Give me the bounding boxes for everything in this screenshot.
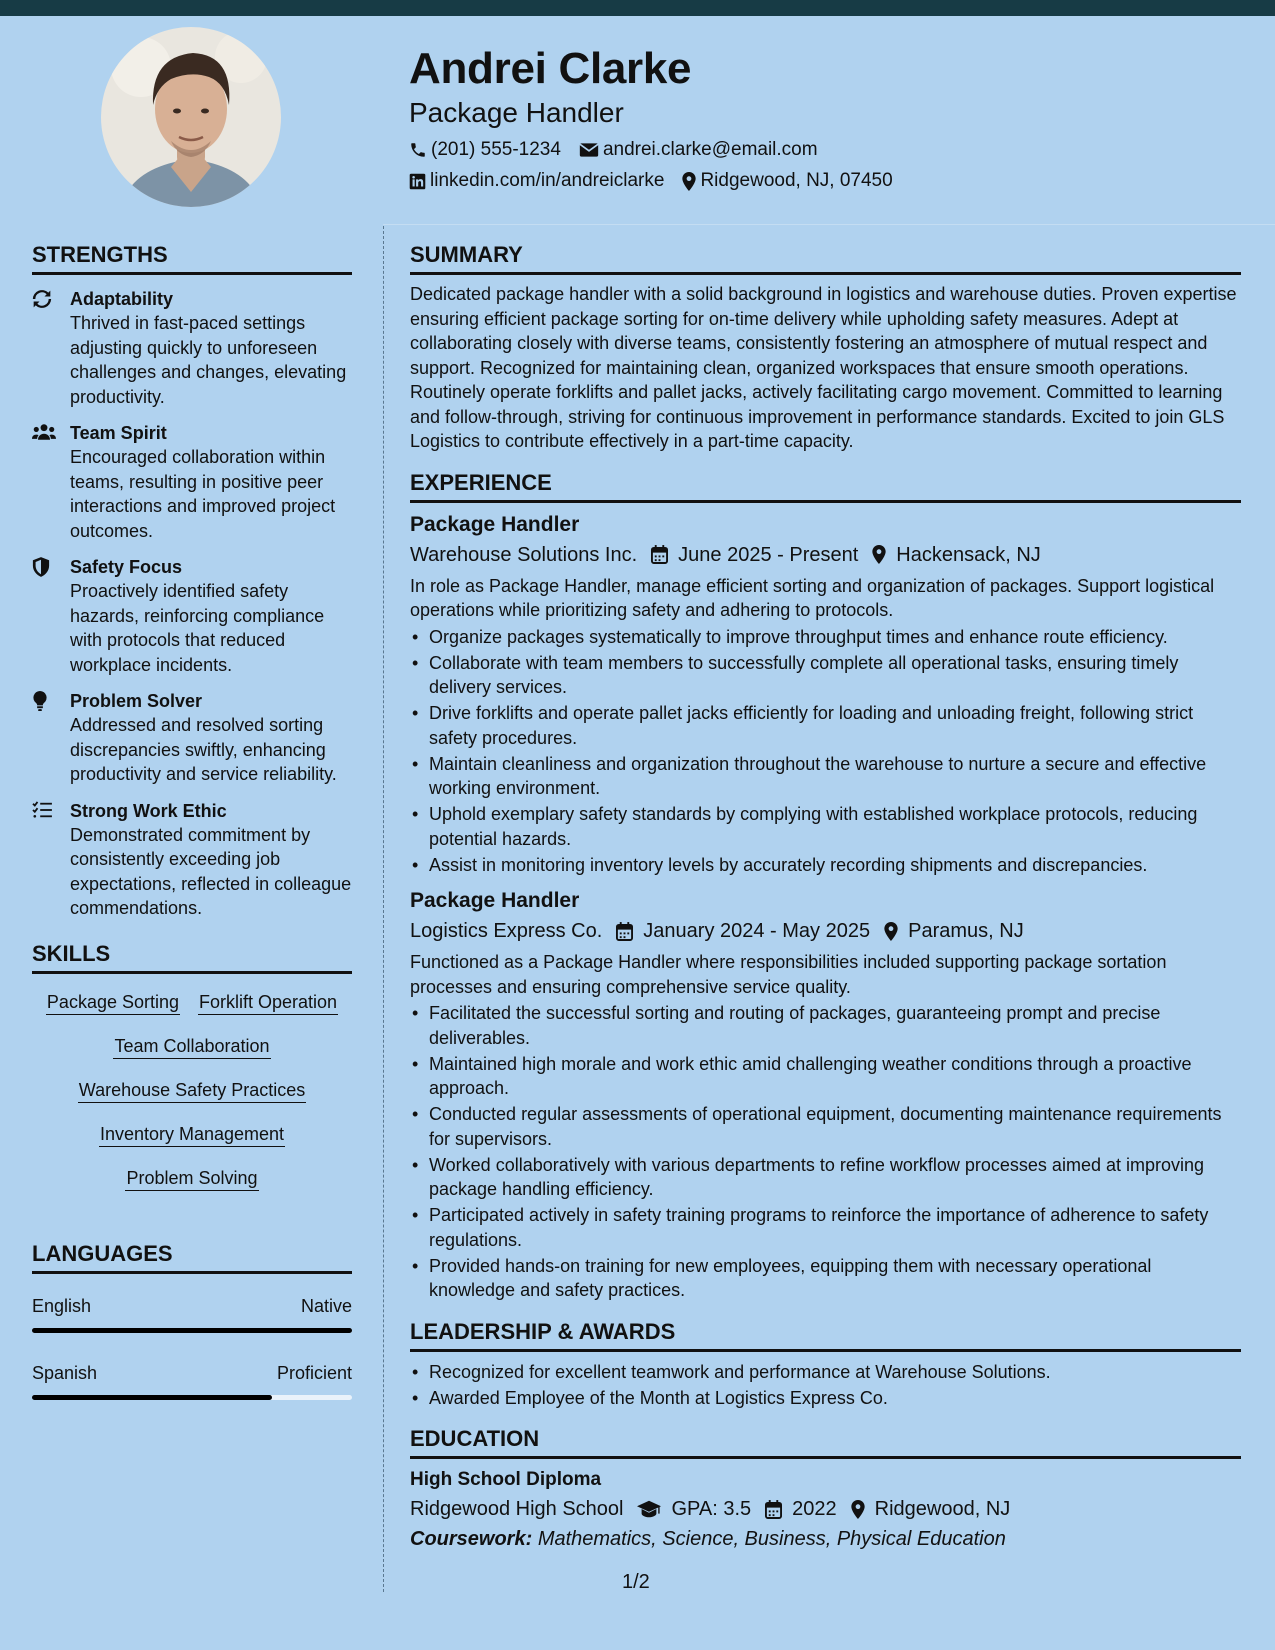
profile-photo bbox=[101, 27, 281, 207]
list-check-icon bbox=[32, 801, 52, 819]
job-entry bbox=[410, 511, 1241, 878]
job-meta bbox=[410, 541, 1241, 569]
skills-list bbox=[32, 982, 352, 1202]
phone-icon bbox=[409, 141, 427, 159]
email-address[interactable]: andrei.clarke@email.com bbox=[602, 139, 818, 160]
job-title: Package Handler bbox=[410, 889, 580, 912]
language-bar-fill bbox=[32, 1395, 272, 1400]
candidate-name: Andrei Clarke bbox=[409, 44, 692, 93]
skill-tag: Warehouse Safety Practices bbox=[78, 1078, 306, 1103]
language-name: Spanish bbox=[32, 1362, 98, 1383]
strength-item bbox=[32, 287, 352, 409]
job-bullet: • Participated actively in safety training programs to reinforce the importance of adherence to safety regulations. bbox=[410, 1203, 1241, 1252]
job-desc: In role as Package Handler, manage efficient sorting and organization of packages. Support logistical operations while prioritizing safety and adhering to protocols. bbox=[410, 575, 1215, 620]
languages-heading: LANGUAGES bbox=[32, 1237, 352, 1274]
right-column bbox=[410, 238, 1241, 1553]
skills-heading: SKILLS bbox=[32, 937, 352, 974]
contact-row-1 bbox=[409, 139, 1249, 161]
strength-title: Problem Solver bbox=[70, 691, 203, 711]
job-bullet: • Drive forklifts and operate pallet jacks efficiently for loading and unloading freight, following strict safety procedures. bbox=[410, 701, 1241, 750]
strength-desc: Encouraged collaboration within teams, resulting in positive peer interactions and improved project outcomes. bbox=[70, 447, 336, 541]
gpa: GPA: 3.5 bbox=[671, 1498, 752, 1520]
award-item: • Recognized for excellent teamwork and performance at Warehouse Solutions. bbox=[410, 1360, 1241, 1385]
education-heading: EDUCATION bbox=[410, 1422, 1241, 1459]
leadership-heading: LEADERSHIP & AWARDS bbox=[410, 1315, 1241, 1352]
location-text: Ridgewood, NJ, 07450 bbox=[700, 170, 893, 191]
job-desc: Functioned as a Package Handler where responsibilities included supporting package sortation processes and ensuring comprehensive service quality. bbox=[410, 952, 1167, 997]
language-bar bbox=[32, 1395, 352, 1400]
shield-icon bbox=[32, 557, 50, 577]
lightbulb-icon bbox=[32, 691, 48, 712]
summary-heading: SUMMARY bbox=[410, 238, 1241, 275]
job-bullet: • Collaborate with team members to successfully complete all operational tasks, ensuring timely delivery services. bbox=[410, 651, 1241, 700]
refresh-icon bbox=[32, 289, 52, 309]
strength-desc: Addressed and resolved sorting discrepancies swiftly, enhancing productivity and service reliability. bbox=[70, 715, 337, 784]
strength-item bbox=[32, 555, 352, 677]
job-bullet: • Facilitated the successful sorting and routing of packages, guaranteeing prompt and precise deliverables. bbox=[410, 1001, 1241, 1050]
users-icon bbox=[32, 423, 56, 441]
calendar-icon bbox=[765, 1500, 782, 1519]
contact-row-2 bbox=[409, 170, 1249, 192]
coursework-list: Mathematics, Science, Business, Physical Education bbox=[537, 1528, 1006, 1550]
job-bullet: • Provided hands-on training for new employees, equipping them with necessary operational knowledge and safety practices. bbox=[410, 1254, 1241, 1303]
language-level: Proficient bbox=[276, 1362, 352, 1383]
language-item bbox=[32, 1294, 352, 1333]
resume-header bbox=[409, 42, 1249, 192]
job-bullet: • Uphold exemplary safety standards by complying with established workplace protocols, reducing potential hazards. bbox=[410, 802, 1241, 851]
job-bullet: • Assist in monitoring inventory levels by accurately recording shipments and discrepancies. bbox=[410, 853, 1241, 878]
strength-title: Team Spirit bbox=[70, 423, 167, 443]
job-dates: June 2025 - Present bbox=[678, 543, 859, 566]
strength-title: Safety Focus bbox=[70, 557, 183, 577]
job-bullet: • Conducted regular assessments of operational equipment, documenting maintenance requirements for supervisors. bbox=[410, 1102, 1241, 1151]
job-bullet: • Organize packages systematically to improve throughput times and enhance route efficiency. bbox=[410, 625, 1241, 650]
skill-tag: Package Sorting bbox=[46, 990, 180, 1015]
calendar-icon bbox=[616, 922, 633, 941]
email-contact[interactable] bbox=[579, 139, 818, 161]
strength-item bbox=[32, 689, 352, 787]
strengths-heading: STRENGTHS bbox=[32, 238, 352, 275]
location-contact bbox=[682, 170, 892, 192]
strength-title: Adaptability bbox=[70, 289, 174, 309]
job-company: Warehouse Solutions Inc. bbox=[410, 543, 638, 566]
job-company: Logistics Express Co. bbox=[410, 920, 603, 942]
left-column bbox=[32, 238, 352, 1400]
degree-title: High School Diploma bbox=[410, 1469, 602, 1490]
skill-tag: Forklift Operation bbox=[198, 990, 338, 1015]
language-bar-fill bbox=[32, 1328, 352, 1333]
job-bullets bbox=[410, 1001, 1241, 1303]
envelope-icon bbox=[579, 142, 599, 158]
strength-item bbox=[32, 799, 352, 921]
job-entry bbox=[410, 887, 1241, 1303]
skill-tag: Team Collaboration bbox=[113, 1034, 270, 1059]
strength-title: Strong Work Ethic bbox=[70, 800, 227, 821]
language-item bbox=[32, 1361, 352, 1400]
job-title: Package Handler bbox=[410, 512, 580, 536]
school-location: Ridgewood, NJ bbox=[874, 1498, 1011, 1520]
map-pin-icon bbox=[682, 172, 696, 191]
strength-desc: Thrived in fast-paced settings adjusting quickly to unforeseen challenges and changes, elevating productivity. bbox=[70, 313, 347, 407]
job-dates: January 2024 - May 2025 bbox=[643, 920, 871, 942]
linkedin-url[interactable]: linkedin.com/in/andreiclarke bbox=[430, 170, 665, 191]
strength-item bbox=[32, 421, 352, 543]
job-bullet: • Maintain cleanliness and organization throughout the warehouse to nurture a secure and effective working environment. bbox=[410, 752, 1241, 801]
language-bar bbox=[32, 1328, 352, 1333]
language-level: Native bbox=[300, 1295, 352, 1316]
linkedin-icon bbox=[409, 173, 426, 190]
experience-heading: EXPERIENCE bbox=[410, 466, 1241, 503]
job-location: Paramus, NJ bbox=[908, 920, 1024, 942]
header-divider bbox=[383, 224, 1275, 225]
map-pin-icon bbox=[851, 1500, 865, 1519]
calendar-icon bbox=[651, 545, 668, 564]
candidate-role: Package Handler bbox=[409, 97, 624, 128]
job-meta bbox=[410, 917, 1241, 945]
top-bar bbox=[0, 0, 1275, 16]
map-pin-icon bbox=[872, 545, 886, 564]
award-item: • Awarded Employee of the Month at Logistics Express Co. bbox=[410, 1386, 1241, 1411]
education-meta bbox=[410, 1495, 1241, 1523]
strength-desc: Demonstrated commitment by consistently exceeding job expectations, reflected in colleague commendations. bbox=[70, 824, 352, 918]
school-name: Ridgewood High School bbox=[410, 1498, 624, 1520]
coursework-label: Coursework: bbox=[410, 1528, 533, 1550]
summary-text: Dedicated package handler with a solid background in logistics and warehouse duties. Proven expertise ensuring efficient package sorting for on-time delivery while upholding safety measures. Adept at collaborating closely with diverse teams, consistently fostering an atmosphere of mutual respect and support. Recognized for maintaining clean, organized workspaces that ensure smooth operations. Routinely operate forklifts and pallet jacks, actively facilitating cargo movement. Committed to learning and follow-through, striving for continuous improvement in performance standards. Excited to join GLS Logistics to contribute effectively in a part-time capacity. bbox=[410, 284, 1237, 451]
skill-tag: Problem Solving bbox=[125, 1166, 258, 1191]
leadership-list bbox=[410, 1360, 1241, 1411]
job-location: Hackensack, NJ bbox=[896, 543, 1041, 566]
column-divider bbox=[383, 226, 384, 1592]
phone-number: (201) 555-1234 bbox=[431, 139, 561, 160]
map-pin-icon bbox=[884, 922, 898, 941]
phone-contact bbox=[409, 139, 561, 161]
graduation-cap-icon bbox=[637, 1500, 661, 1518]
job-bullet: • Worked collaboratively with various departments to refine workflow processes aimed at improving package handling efficiency. bbox=[410, 1153, 1241, 1202]
job-bullet: • Maintained high morale and work ethic amid challenging weather conditions through a proactive approach. bbox=[410, 1052, 1241, 1101]
graduation-year: 2022 bbox=[792, 1498, 837, 1520]
language-name: English bbox=[32, 1295, 92, 1316]
linkedin-contact[interactable] bbox=[409, 170, 664, 192]
page-number: 1/2 bbox=[622, 1571, 650, 1593]
skill-tag: Inventory Management bbox=[99, 1122, 285, 1147]
coursework bbox=[410, 1525, 1241, 1553]
job-bullets bbox=[410, 625, 1241, 878]
strength-desc: Proactively identified safety hazards, reinforcing compliance with protocols that reduced workplace incidents. bbox=[70, 581, 325, 675]
